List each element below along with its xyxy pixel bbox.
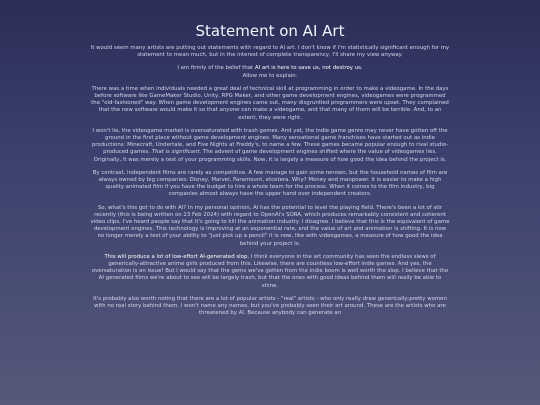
paragraph-indie-games (90, 128, 450, 164)
paragraph-independent-films: By contrast, independent films are rarely as competitive. A few manage to gain some renown, but the household names of film are always owned by big companies: Disney, Marvel, Paramount, etcetera. Why? Money and manpower. It is easier to make a high quality animated film if you have the budget to hire a whole team for the process. When it comes to the film industry, big companies almost always have the upper hand over independent creators. (92, 169, 448, 198)
emphasis-text: anyone (219, 107, 240, 114)
belief-highlight: AI art is here to save us, not destroy us. (254, 65, 363, 72)
emphasis-text: That is significant. (151, 149, 202, 156)
paragraph-text: I think everyone in the art community has seen the endless slews of generically-attractive anime girls produced from this. Likewise, there are countless low-effort indie games. And yes, the oversaturation is an issue! But I would say that the gems we've gotten from the indie boom is well worth the slop. I believe that the AI generated films we're about to see will be largely trash, but that the ones with good ideas behind them will really be able to shine. (91, 253, 449, 289)
paragraph-popular-artists: It's probably also worth noting that there are a lot of popular artists - "real" artists - who only really draw generically-pretty women with no real story behind them. I won't name any names, but you've probably seen their art around. These are the artists who are threatened by AI. Because anybody can generate an (93, 295, 447, 317)
belief-prefix: I am firmly of the belief that (177, 65, 255, 72)
slop-highlight: This will produce a lot of low-effort AI-generated slop. (104, 253, 250, 260)
paragraph-ai-level-field: So, what's this got to do with AI? In my personal opinion, AI has the potential to level the playing field. There's been a lot of stir recently (this is being written on 23 Feb 2024) with regard to OpenAI's SORA, which produces remarkably consistent and coherent video clips. I've heard people say that it's going to kill the animation industry. I disagree. I believe that this is the equivalent of game development engines. This technology is improving at an exponential rate, and the value of art and animation is shifting. It is now no longer merely a test of your ability to "just pick up a pencil" it is now, like with videogames, a measure of how good the idea behind your project is. (90, 204, 450, 247)
paragraph-text: There was a time when individuals needed a great deal of technical skill at programming in order to make a videogame. In the days before software like GameMaker Studio, Unity, RPG Maker, and other game development engines, videogames were programmed the "old-fashioned" way. When game development engines came out, many disgruntled programmers were upset. They complained that the new software would make it so that (91, 85, 449, 114)
belief-paragraph (90, 65, 450, 79)
intro-paragraph: It would seem many artists are putting out statements with regard to AI art. I don't know if I'm statistically significant enough for my statement to mean much, but in the interest of complete transparency, I'll share my view anyway. (90, 45, 450, 59)
paragraph-text: I won't lie, the videogame market is oversaturated with trash games. And yet, the indie game genre may never have gotten off the ground in the first place without game development engines. Many sensational game franchises have started out as indie productions: Minecraft, Undertale, and Five Nights at Freddy's, to name a few. These games became popular enough to rival studio-produced games. (91, 127, 449, 156)
page-title: Statement on AI Art (195, 22, 345, 40)
paragraph-low-effort-slop (90, 254, 450, 290)
belief-suffix: Allow me to explain. (242, 72, 298, 79)
paragraph-game-engines (90, 86, 450, 122)
paragraph-text: The advent of game development engines shifted where the value of videogames lies. Originally, it was merely a test of your programming skills. Now, it is largely a measure of how good the idea behind the project is. (93, 149, 447, 163)
paragraph-text: can make a videogame, and that many of them will be terrible. And, to an extent, they were right. (238, 107, 442, 121)
